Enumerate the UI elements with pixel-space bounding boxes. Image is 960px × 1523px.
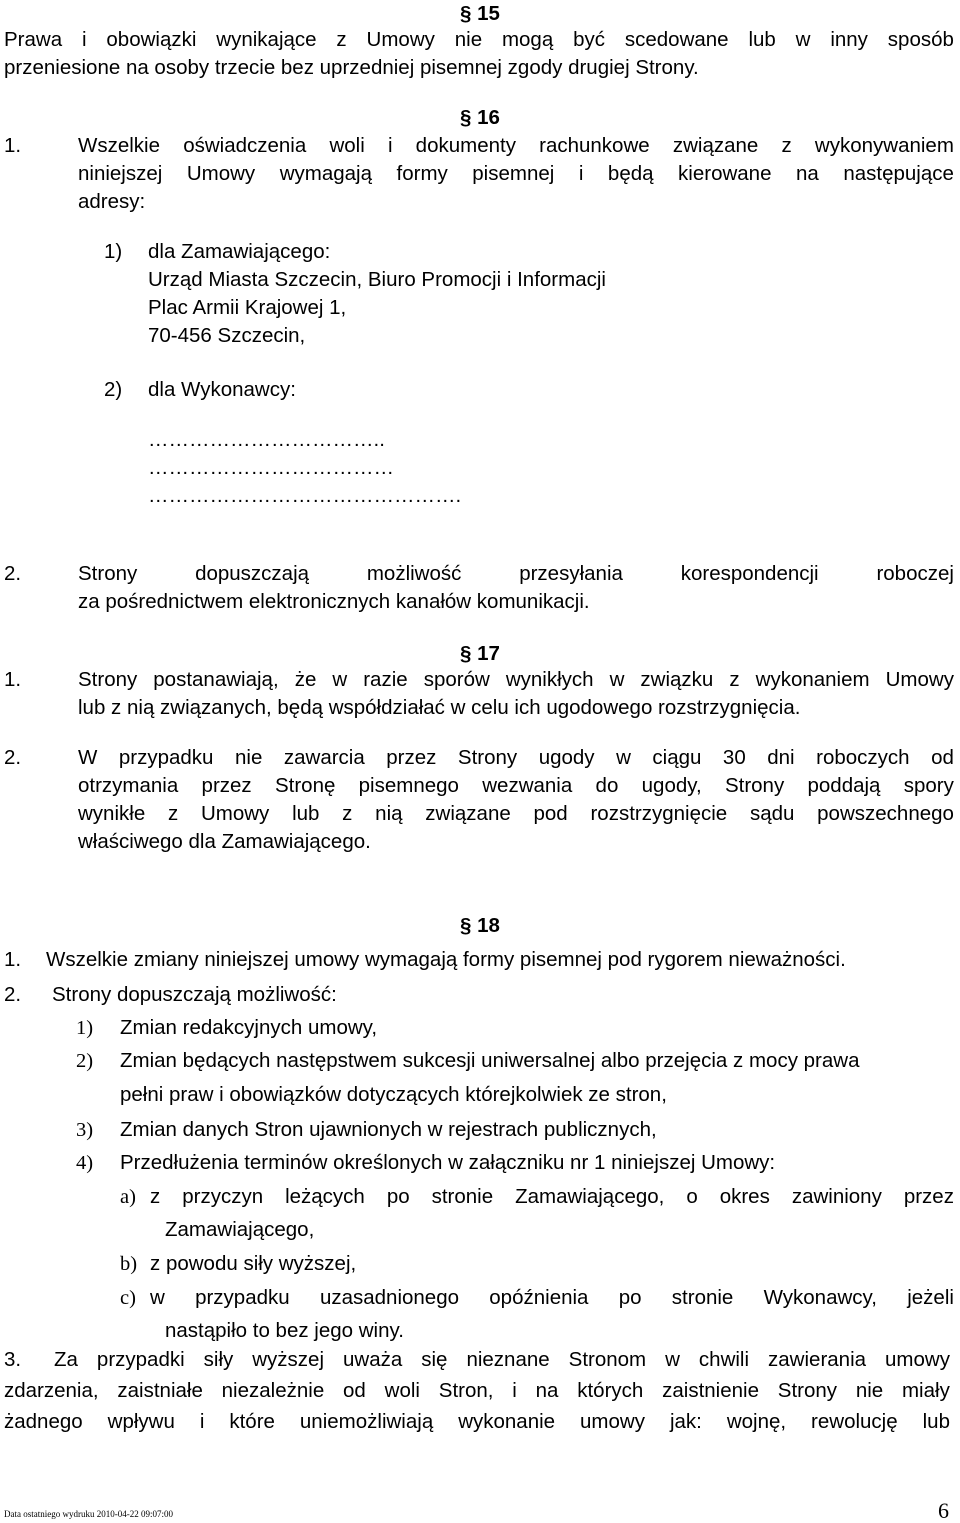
section-17-p1-number: 1. [4,668,22,691]
change-item-1-number: 1) [76,1017,94,1039]
section-18-p2-line-1: Strony dopuszczają możliwość: [52,983,337,1006]
address-1-office: Urząd Miasta Szczecin, Biuro Promocji i Informacji [148,268,606,291]
change-item-4-number: 4) [76,1152,94,1174]
address-1-street: Plac Armii Krajowej 1, [148,296,347,319]
page-number: 6 [938,1498,949,1523]
address-1-label: dla Zamawiającego: [148,240,331,263]
sub-item-b-line-1: z powodu siły wyższej, [150,1252,357,1275]
print-date: Data ostatniego wydruku 2010-04-22 09:07:00 [4,1509,173,1519]
sub-item-a-line-1: z przyczyn leżących po stronie Zamawiającego, o okres zawiniony przez [150,1185,954,1208]
section-18-p2-number: 2. [4,983,22,1006]
change-item-4-text: Przedłużenia terminów określonych w załączniku nr 1 niniejszej Umowy: [120,1151,776,1174]
section-16-p1-line-1: Wszelkie oświadczenia woli i dokumenty rachunkowe związane z wykonywaniem [78,134,954,157]
section-17-p2-line-3: wynikłe z Umowy lub z nią związane pod rozstrzygnięcie sądu powszechnego [78,802,954,825]
section-18-heading: § 18 [460,914,500,937]
address-1-postcode: 70-456 Szczecin, [148,324,306,347]
change-item-2-number: 2) [76,1050,94,1072]
change-item-3-text: Zmian danych Stron ujawnionych w rejestrach publicznych, [120,1118,657,1141]
sub-item-a-line-2: Zamawiającego, [165,1218,315,1241]
contractor-blank-line-3: ………………………………………. [148,484,462,507]
section-17-p1-line-2: lub z nią związanych, będą współdziałać w celu ich ugodowego rozstrzygnięcia. [78,696,801,719]
section-15-heading: § 15 [460,2,500,25]
section-18-p3-number: 3. [4,1348,22,1371]
section-16-p1-number: 1. [4,134,22,157]
section-18-p3-line-2: zdarzenia, zaistniałe niezależnie od woli Stron, i na których zaistnienie Strony nie miały [4,1379,950,1402]
address-2-label: dla Wykonawcy: [148,378,296,401]
section-16-heading: § 16 [460,106,500,129]
address-1-number: 1) [104,240,123,263]
contractor-blank-line-2: ……………………………… [148,456,394,479]
contractor-blank-line-1: …………………………….. [148,428,385,451]
section-15-text-line-2: przeniesione na osoby trzecie bez uprzedniej pisemnej zgody drugiej Strony. [4,56,699,79]
section-17-p2-line-1: W przypadku nie zawarcia przez Strony ugody w ciągu 30 dni roboczych od [78,746,954,769]
section-16-p1-line-2: niniejszej Umowy wymagają formy pisemnej i będą kierowane na następujące [78,162,954,185]
sub-item-c-line-1: w przypadku uzasadnionego opóźnienia po stronie Wykonawcy, jeżeli [150,1286,954,1309]
section-17-p2-line-4: właściwego dla Zamawiającego. [78,830,371,853]
change-item-1-text: Zmian redakcyjnych umowy, [120,1016,378,1039]
change-item-2-line-2: pełni praw i obowiązków dotyczących którejkolwiek ze stron, [120,1083,667,1106]
change-item-3-number: 3) [76,1119,94,1141]
sub-item-c-line-2: nastąpiło to bez jego winy. [165,1319,404,1342]
section-16-p2-line-1: Strony dopuszczają możliwość przesyłania korespondencji roboczej [78,562,954,585]
section-17-p1-line-1: Strony postanawiają, że w razie sporów wynikłych w związku z wykonaniem Umowy [78,668,954,691]
section-16-p1-line-3: adresy: [78,190,146,213]
sub-item-a-letter: a) [120,1186,136,1208]
section-18-p3-line-1: Za przypadki siły wyższej uważa się nieznane Stronom w chwili zawierania umowy [54,1348,950,1371]
section-18-p1-line-1: Wszelkie zmiany niniejszej umowy wymagają formy pisemnej pod rygorem nieważności. [46,948,846,971]
section-16-p2-number: 2. [4,562,22,585]
section-15-text-line-1: Prawa i obowiązki wynikające z Umowy nie mogą być scedowane lub w inny sposób [4,28,954,51]
section-17-p2-number: 2. [4,746,22,769]
sub-item-b-letter: b) [120,1253,138,1275]
section-18-p3-line-3: żadnego wpływu i które uniemożliwiają wykonanie umowy jak: wojnę, rewolucję lub [4,1410,950,1433]
section-17-heading: § 17 [460,642,500,665]
section-16-p2-line-2: za pośrednictwem elektronicznych kanałów komunikacji. [78,590,590,613]
sub-item-c-letter: c) [120,1287,136,1309]
change-item-2-line-1: Zmian będących następstwem sukcesji uniwersalnej albo przejęcia z mocy prawa [120,1049,860,1072]
address-2-number: 2) [104,378,123,401]
section-17-p2-line-2: otrzymania przez Stronę pisemnego wezwania do ugody, Strony poddają spory [78,774,954,797]
section-18-p1-number: 1. [4,948,22,971]
